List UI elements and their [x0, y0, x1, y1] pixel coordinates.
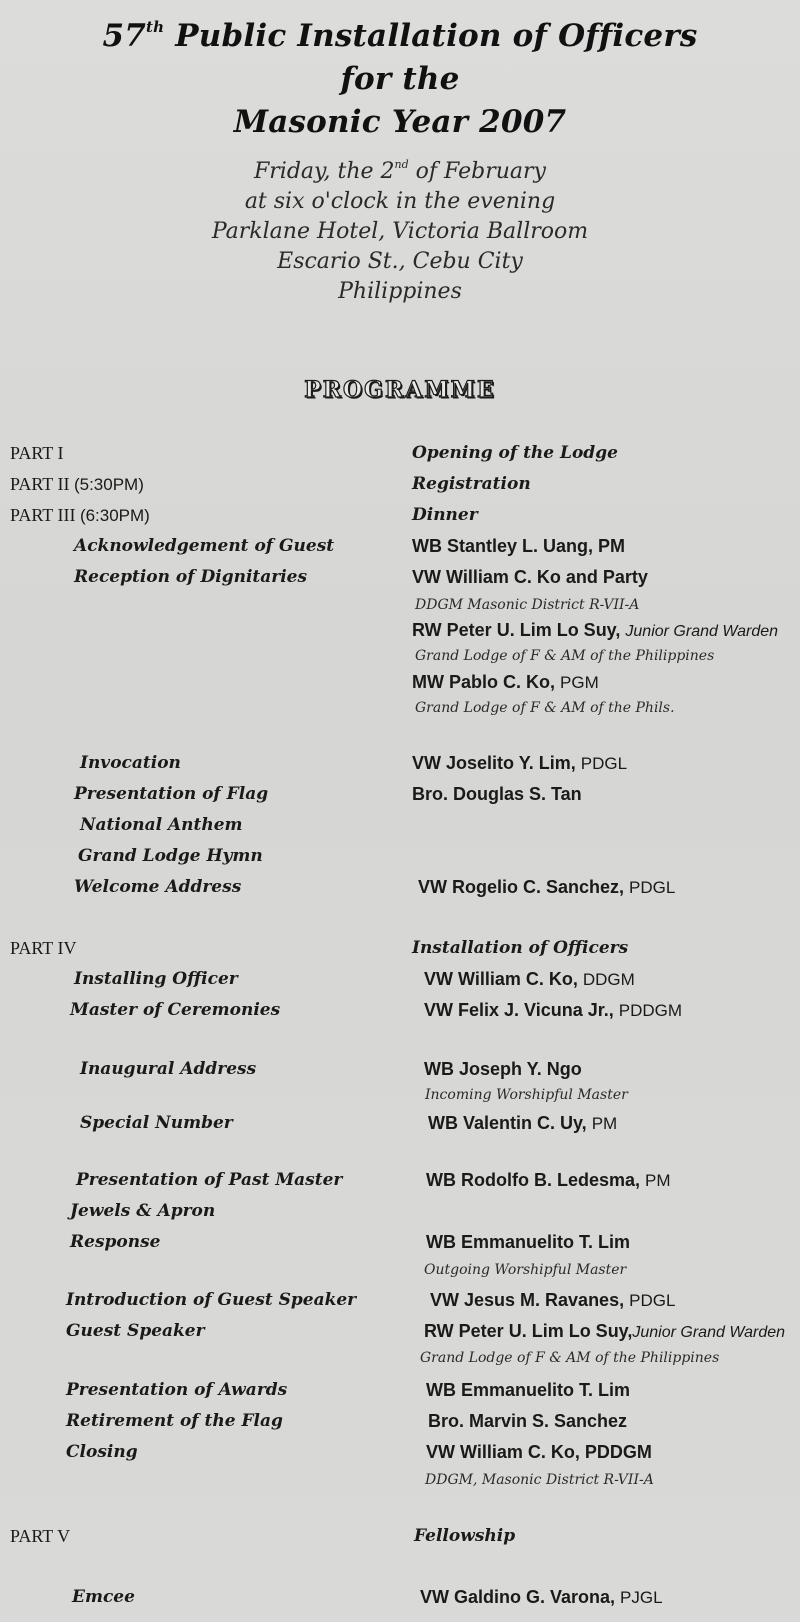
programme-row	[0, 1526, 800, 1556]
programme-row	[0, 474, 800, 504]
officer-name: WB Joseph Y. Ngo	[424, 1059, 582, 1079]
programme-row	[0, 877, 800, 907]
item-label: Introduction of Guest Speaker	[66, 1290, 357, 1310]
programme-row	[0, 443, 800, 473]
programme-row	[0, 1059, 800, 1089]
item-label: Closing	[66, 1442, 138, 1462]
event-country: Philippines	[338, 279, 462, 304]
programme-row	[0, 1262, 800, 1292]
programme-row	[0, 846, 800, 876]
part-item: Dinner	[412, 505, 478, 525]
officer-name: VW William C. Ko, DDGM	[424, 969, 635, 989]
part-label: PART III (6:30PM)	[10, 505, 150, 525]
programme-row	[0, 1380, 800, 1410]
programme-row	[0, 1201, 800, 1231]
officer-name: VW Joselito Y. Lim, PDGL	[412, 753, 628, 773]
officer-name: VW Felix J. Vicuna Jr., PDDGM	[424, 1000, 683, 1020]
programme-row	[0, 1350, 800, 1380]
officer-note: Grand Lodge of F & AM of the Philippines	[415, 648, 715, 664]
item-label: Special Number	[80, 1113, 233, 1133]
programme-heading: PROGRAMME	[304, 377, 496, 403]
officer-name: RW Peter U. Lim Lo Suy, Junior Grand Warden	[412, 620, 779, 640]
programme-row	[0, 1321, 800, 1351]
part-label: PART V	[10, 1526, 71, 1546]
programme-row	[0, 1113, 800, 1143]
officer-note: Outgoing Worshipful Master	[424, 1262, 627, 1278]
item-label: Presentation of Awards	[66, 1380, 288, 1400]
item-label: Emcee	[72, 1587, 135, 1607]
officer-name: VW Jesus M. Ravanes, PDGL	[430, 1290, 676, 1310]
item-label: National Anthem	[80, 815, 243, 835]
item-label: Presentation of Past Master	[76, 1170, 343, 1190]
officer-name: WB Rodolfo B. Ledesma, PM	[426, 1170, 671, 1190]
part-label: PART I	[10, 443, 64, 463]
item-label: Invocation	[80, 753, 181, 773]
officer-note: Grand Lodge of F & AM of the Phils.	[415, 700, 675, 716]
item-label: Grand Lodge Hymn	[78, 846, 263, 866]
title-line-2: for the	[340, 61, 460, 97]
programme-row	[0, 1587, 800, 1617]
programme-row	[0, 1442, 800, 1472]
item-label: Master of Ceremonies	[70, 1000, 281, 1020]
programme-row	[0, 1000, 800, 1030]
programme-row	[0, 700, 800, 730]
event-date: Friday, the 2nd of February	[254, 158, 546, 184]
programme-row	[0, 784, 800, 814]
item-label: Guest Speaker	[66, 1321, 205, 1341]
part-label: PART IV	[10, 938, 77, 958]
title-line-1: 57th Public Installation of Officers	[102, 18, 698, 54]
part-item: Installation of Officers	[412, 938, 629, 958]
programme-row	[0, 536, 800, 566]
officer-note: DDGM Masonic District R-VII-A	[415, 597, 640, 613]
item-label: Presentation of Flag	[74, 784, 269, 804]
part-item: Fellowship	[414, 1526, 516, 1546]
programme-row	[0, 753, 800, 783]
officer-note: Grand Lodge of F & AM of the Philippines	[420, 1350, 720, 1366]
event-time: at six o'clock in the evening	[244, 189, 556, 214]
officer-name: RW Peter U. Lim Lo Suy,Junior Grand Warden	[424, 1321, 786, 1341]
officer-name: Bro. Marvin S. Sanchez	[428, 1411, 628, 1431]
title-line-3: Masonic Year 2007	[233, 104, 567, 140]
item-label: Retirement of the Flag	[66, 1411, 283, 1431]
programme-row	[0, 1232, 800, 1262]
programme-row	[0, 505, 800, 535]
programme-row	[0, 672, 800, 702]
item-label: Installing Officer	[74, 969, 238, 989]
officer-name: VW Galdino G. Varona, PJGL	[420, 1587, 663, 1607]
programme-row	[0, 938, 800, 968]
officer-name: WB Stantley L. Uang, PM	[412, 536, 626, 556]
programme-row	[0, 815, 800, 845]
item-label: Acknowledgement of Guest	[74, 536, 335, 556]
officer-name: Bro. Douglas S. Tan	[412, 784, 582, 804]
programme-row	[0, 620, 800, 650]
officer-name: WB Emmanuelito T. Lim	[426, 1232, 631, 1252]
officer-name: MW Pablo C. Ko, PGM	[412, 672, 599, 692]
programme-row	[0, 1411, 800, 1441]
officer-note: Incoming Worshipful Master	[425, 1087, 628, 1103]
programme-row	[0, 1170, 800, 1200]
officer-name: WB Emmanuelito T. Lim	[426, 1380, 631, 1400]
item-label: Reception of Dignitaries	[74, 567, 308, 587]
item-label: Inaugural Address	[80, 1059, 257, 1079]
item-label: Jewels & Apron	[70, 1201, 216, 1221]
item-label: Response	[70, 1232, 161, 1252]
programme-row	[0, 567, 800, 597]
header	[0, 6, 800, 307]
part-item: Registration	[412, 474, 531, 494]
programme-row	[0, 1472, 800, 1502]
event-address: Escario St., Cebu City	[277, 249, 523, 274]
officer-name: VW William C. Ko and Party	[412, 567, 648, 587]
event-venue: Parklane Hotel, Victoria Ballroom	[211, 219, 589, 244]
officer-note: DDGM, Masonic District R-VII-A	[425, 1472, 654, 1488]
event-details	[0, 150, 800, 307]
officer-name: WB Valentin C. Uy, PM	[428, 1113, 618, 1133]
item-label: Welcome Address	[74, 877, 242, 897]
part-label: PART II (5:30PM)	[10, 474, 144, 494]
part-item: Opening of the Lodge	[412, 443, 618, 463]
programme-row	[0, 1290, 800, 1320]
programme-row	[0, 969, 800, 999]
officer-name: VW William C. Ko, PDDGM	[426, 1442, 652, 1462]
officer-name: VW Rogelio C. Sanchez, PDGL	[418, 877, 676, 897]
